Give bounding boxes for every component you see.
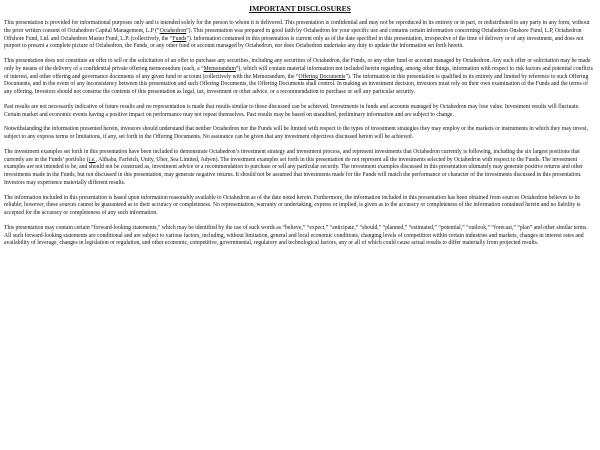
disclosure-paragraphs [4,20,596,248]
paragraph-text: This presentation may contain certain “forward-looking statements,” which may be identified by the use of such words as “believe,” “expect,” “anticipate,” “should,” “planned,” “estimated,” “potential,” “outlook,” “forecast,” “plan” and other similar terms. All such forward-looking statements are conditional and are subject to various factors, including, without limitation, general and local economic conditions, changing levels of competition within certain industries and markets, changes in interest rates and availability of leverage, changes in legislation or regulation, and other economic, competitive, governmental, regulatory and technological factors, any or all of which could cause actual results to differ materially from projected results. [4,224,588,247]
disclosure-paragraph [4,104,596,120]
paragraph-text: Notwithstanding the information presented herein, investors should understand that neither Octahedron nor the Funds will be limited with respect to the types of investment strategies they may employ or the markets or instruments in which they may invest, subject to any express terms or limitations, if any, set forth in the Offering Documents. No assurance can be given that any investment objectives discussed herein will be achieved. [4,126,588,140]
paragraph-text: ”). The information in this presentation is qualified in its entirety and limited by reference to such Offering Documents, and in the event of any inconsistency between this presentation and such Offering Documents, the Offering Documents shall control. In making an investment decision, investors must rely on their own examination of the Funds and the terms of any offering. Investors should not construe the contents of this presentation as legal, tax, investment or other advice, or a recommendation to purchase or sell any particular security. [4,73,589,95]
paragraph-text: This presentation does not constitute an offer to sell or the solicitation of an offer to purchase any securities, including any securities of Octahedron, the Funds, or any other fund or account managed by Octahedron. Any such offer or solicitation may be made only by means of the delivery of a confidential private offering memorandum (each, a “ [4,58,591,72]
defined-term: i.e. [88,156,96,163]
page-title: IMPORTANT DISCLOSURES [249,4,351,13]
paragraph-text: ”). This presentation was prepared in good faith by Octahedron for your specific use and contains certain information concerning Octahedron Onshore Fund, L.P, Octahedron Offshore Fund, Ltd. and Octahedron Master Fund, L.P. (collectively, the “ [4,27,582,42]
disclosure-paragraph [4,225,596,248]
paragraph-text: , Alibaba, Farfetch, Unity, Uber, Sea Limited, Adyen). The investment examples set forth in this presentation do not represent all the investments selected by Octahedron with respect to the Funds. The investment examples are not intended to be, and should not be construed as, investment advice or a recommendation to purchase or sell any particular security. The investment examples discussed in this presentation ultimately may generate positive returns and other investments made in the Funds, but not discussed in this presentation, may generate negative returns. It should not be assumed that investments made for the Funds will match the performance or character of the investments discussed in this presentation. Investors may experience materially different results. [4,156,583,186]
paragraph-text: ”). Information contained in this presentation is current only as of the date specified in this presentation, irrespective of the time of delivery or of any investment, and does not purport to present a complete picture of Octahedron, the Funds, or any other fund or account managed by Octahedron, nor does Octahedron undertake any duty to update the information set forth herein. [4,35,584,50]
paragraph-text: The investment examples set forth in this presentation have been included to demonstrate Octahedron’s investment strategy and investment process, and represent investments that Octahedron currently is following, including the six largest positions that currently are in the Funds’ portfolio ( [4,148,580,163]
paragraph-text: ”), which will contain material information not included herein regarding, among other things, information with respect to risk factors and potential conflicts of interest, and other offering and governance documents of any given fund or account (collectively with the Memorandum, the “ [4,65,593,80]
disclosure-paragraph [4,149,596,188]
defined-term: Memorandum [203,65,236,72]
defined-term: Offering Documents [298,73,346,80]
paragraph-text: This presentation is provided for informational purposes only and is intended solely for the person to whom it is delivered. This presentation is confidential and may not be reproduced in its entirety or in part, or redistributed to any party in any form, without the prior written consent of Octahedron Capital Management, L.P (“ [4,20,590,34]
disclosure-paragraph [4,58,596,97]
disclosure-paragraph [4,20,596,51]
disclosure-paragraph [4,195,596,218]
defined-term: Octahedron [159,27,187,34]
paragraph-text: The information included in this presentation is based upon information reasonably available to Octahedron as of the date noted herein. Furthermore, the information included in this presentation has been obtained from sources Octahedron believes to be reliable; however, these sources cannot be guaranteed as to their accuracy or completeness. No representation, warranty or undertaking, express or implied, is given as to the accuracy or completeness of the information contained herein and no liability is accepted for the accuracy or completeness of any such information. [4,194,581,216]
paragraph-text: Past results are not necessarily indicative of future results and no representation is made that results similar to those discussed can be achieved. Investments in funds and accounts managed by Octahedron may lose value. Investment results will fluctuate. Certain market and economic events having a positive impact on performance may not repeat themselves. Past results may be based on unaudited, preliminary information and are subject to change. [4,103,580,118]
disclosure-paragraph [4,126,596,142]
defined-term: Funds [172,35,187,42]
